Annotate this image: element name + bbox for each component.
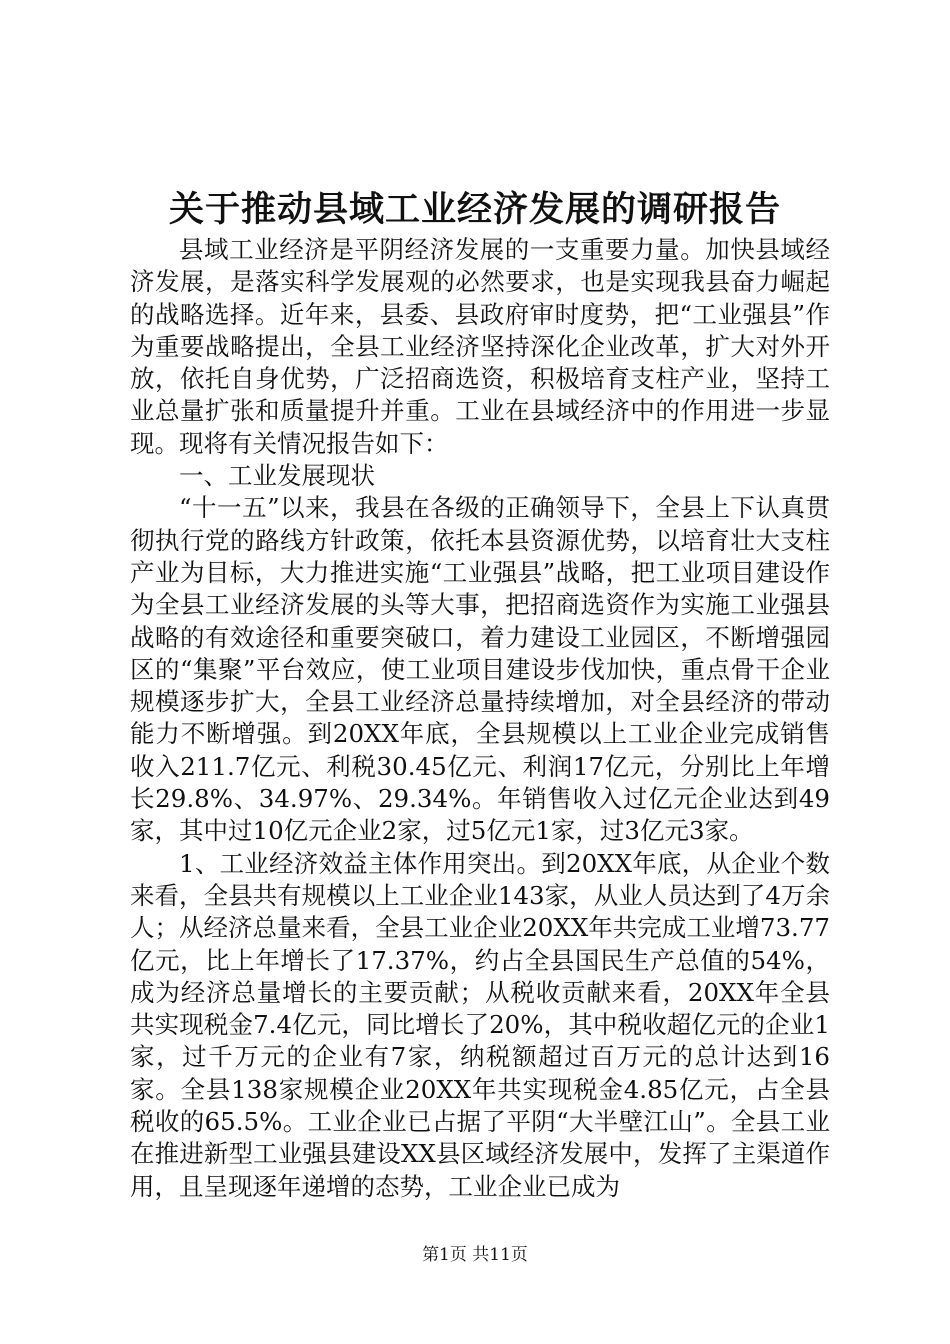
document-title: 关于推动县域工业经济发展的调研报告: [168, 189, 781, 230]
section-heading: 一、工业发展现状: [179, 461, 375, 491]
paragraph-point-1: 1、工业经济效益主体作用突出。到20XX年底，从企业个数来看，全县共有规模以上工业企业143家，从业人员达到了4万余人；从经济总量来看，全县工业企业20XX年共完成工业增73.77亿元，比上年增长了17.37%，约占全县国民生产总值的54%，成为经济总量增长的主要贡献；从税收贡献来看，20XX年全县共实现税金7.4亿元，同比增长了20%，其中税收超亿元的企业1家，过千万元的企业有7家，纳税额超过百万元的总计达到16家。全县138家规模企业20XX年共实现税金4.85亿元，占全县税收的65.5%。工业企业已占据了平阴“大半壁江山”。全县工业在推进新型工业强县建设XX县区域经济发展中，发挥了主渠道作用，且呈现逐年递增的态势，工业企业已成为: [130, 848, 830, 1201]
page-footer: 第1页 共11页: [422, 1245, 528, 1265]
paragraph-intro: 县域工业经济是平阴经济发展的一支重要力量。加快县域经济发展，是落实科学发展观的必然要求，也是实现我县奋力崛起的战略选择。近年来，县委、县政府审时度势，把“工业强县”作为重要战略提出，全县工业经济坚持深化企业改革，扩大对外开放，依托自身优势，广泛招商选资，积极培育支柱产业，坚持工业总量扩张和质量提升并重。工业在县域经济中的作用进一步显现。现将有关情况报告如下：: [130, 235, 830, 458]
paragraph-status: “十一五”以来，我县在各级的正确领导下，全县上下认真贯彻执行党的路线方针政策，依托本县资源优势，以培育壮大支柱产业为目标，大力推进实施“工业强县”战略，把工业项目建设作为全县工业经济发展的头等大事，把招商选资作为实施工业强县战略的有效途径和重要突破口，着力建设工业园区，不断增强园区的“集聚”平台效应，使工业项目建设步伐加快，重点骨干企业规模逐步扩大，全县工业经济总量持续增加，对全县经济的带动能力不断增强。到20XX年底，全县规模以上工业企业完成销售收入211.7亿元、利税30.45亿元、利润17亿元，分别比上年增长29.8%、34.97%、29.34%。年销售收入过亿元企业达到49家，其中过10亿元企业2家，过5亿元1家，过3亿元3家。: [130, 493, 830, 846]
document-body: [130, 234, 830, 1203]
